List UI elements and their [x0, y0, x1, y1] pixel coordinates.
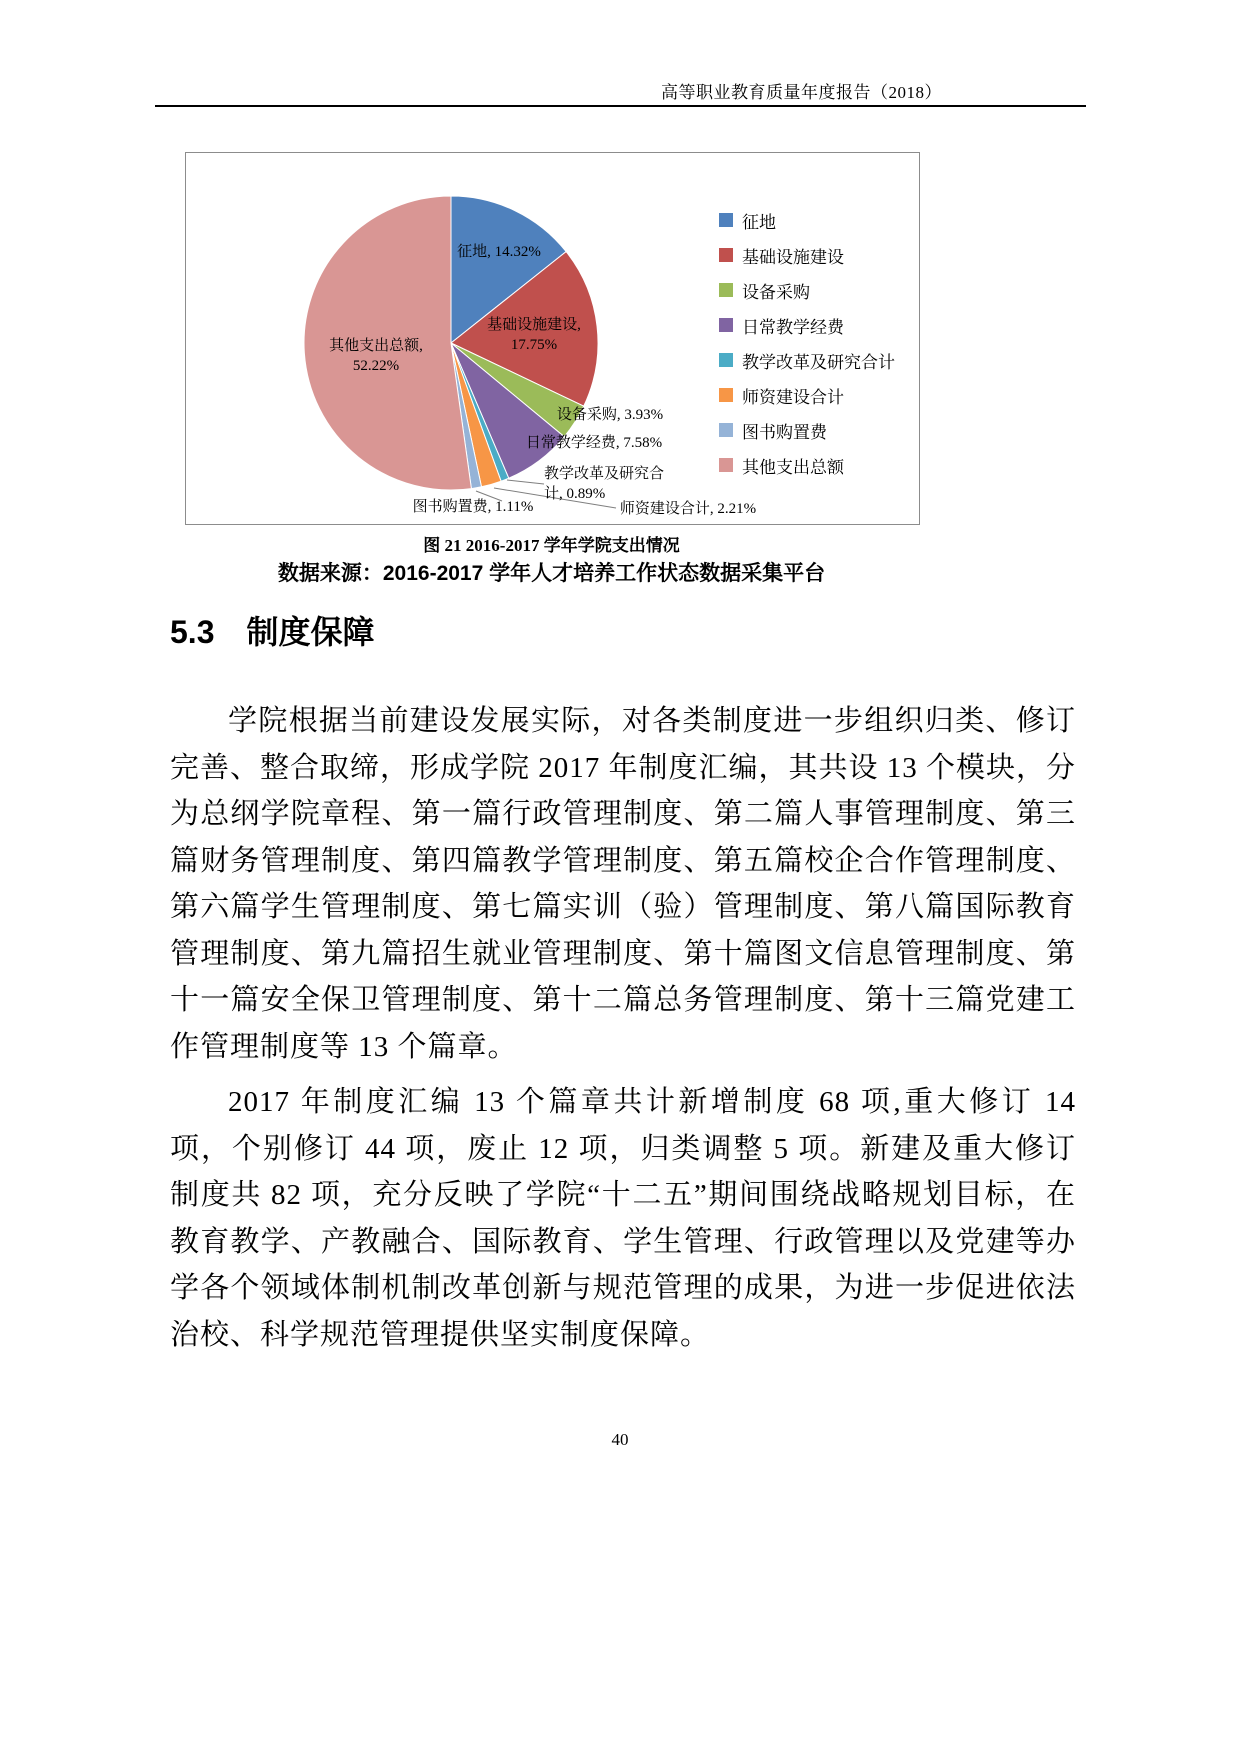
legend-label: 日常教学经费 [742, 317, 844, 337]
legend-label: 设备采购 [742, 282, 810, 302]
legend-label: 图书购置费 [742, 422, 827, 442]
paragraph-1: 学院根据当前建设发展实际，对各类制度进一步组织归类、修订完善、整合取缔，形成学院 2017 年制度汇编，其共设 13 个模块，分为总纲学院章程、第一篇行政管理制度、第二篇人事管理制度、第三篇财务管理制度、第四篇教学管理制度、第五篇校企合作管理制度、第六篇学生管理制度、第七篇实训（验）管理制度、第八篇国际教育管理制度、第九篇招生就业管理制度、第十篇图文信息管理制度、第十一篇安全保卫管理制度、第十二篇总务管理制度、第十三篇党建工作管理制度等 13 个篇章。 [170, 705, 1077, 1063]
legend-item-4 [719, 349, 895, 371]
chart-legend [719, 209, 895, 489]
figure-data-source: 数据来源：2016-2017 学年人才培养工作状态数据采集平台 [277, 562, 826, 585]
pie-label-6: 图书购置费, 1.11% [412, 498, 534, 515]
leader-line-2 [476, 491, 502, 501]
pie-slice-7 [304, 196, 471, 490]
legend-label: 其他支出总额 [742, 457, 844, 477]
legend-swatch-icon [719, 248, 733, 262]
legend-label: 基础设施建设 [742, 247, 844, 267]
legend-swatch-icon [719, 213, 733, 227]
legend-item-1 [719, 244, 895, 266]
legend-item-3 [719, 314, 895, 336]
section-number: 5.3 [170, 614, 215, 650]
pie-label-1: 基础设施建设, 17.75% [487, 316, 581, 353]
legend-swatch-icon [719, 388, 733, 402]
legend-label: 师资建设合计 [742, 387, 844, 407]
legend-swatch-icon [719, 318, 733, 332]
legend-label: 教学改革及研究合计 [742, 352, 895, 372]
figure-chart-box [185, 152, 920, 525]
page-header-title: 高等职业教育质量年度报告（2018） [661, 83, 942, 102]
page-number: 40 [611, 1430, 629, 1449]
pie-label-0: 征地, 14.32% [457, 243, 541, 260]
legend-item-5 [719, 384, 895, 406]
legend-item-7 [719, 454, 895, 476]
section-content [170, 612, 1076, 1358]
legend-swatch-icon [719, 423, 733, 437]
legend-swatch-icon [719, 283, 733, 297]
pie-label-2: 设备采购, 3.93% [556, 406, 664, 423]
section-heading [170, 612, 1076, 652]
legend-swatch-icon [719, 353, 733, 367]
header-divider [155, 105, 1086, 107]
pie-label-4: 教学改革及研究合计, 0.89% [544, 465, 665, 502]
legend-label: 征地 [742, 212, 776, 232]
paragraph-2: 2017 年制度汇编 13 个篇章共计新增制度 68 项,重大修订 14 项，个别修订 44 项，废止 12 项，归类调整 5 项。新建及重大修订制度共 82 项，充分反映了学院“十二五”期间围绕战略规划目标，在教育教学、产教融合、国际教育、学生管理、行政管理以及党建等办学各个领域体制机制改革创新与规范管理的成果，为进一步促进依法治校、科学规范管理提供坚实制度保障。 [170, 1086, 1076, 1351]
pie-label-3: 日常教学经费, 7.58% [525, 434, 663, 451]
legend-item-6 [719, 419, 895, 441]
section-title: 制度保障 [246, 614, 375, 650]
leader-line-1 [494, 488, 616, 508]
pie-label-7: 其他支出总额, 52.22% [329, 337, 423, 374]
legend-item-0 [719, 209, 895, 231]
pie-label-5: 师资建设合计, 2.21% [619, 500, 757, 517]
figure-caption: 图 21 2016-2017 学年学院支出情况 [423, 536, 680, 555]
legend-swatch-icon [719, 458, 733, 472]
legend-item-2 [719, 279, 895, 301]
leader-line-0 [507, 480, 544, 484]
